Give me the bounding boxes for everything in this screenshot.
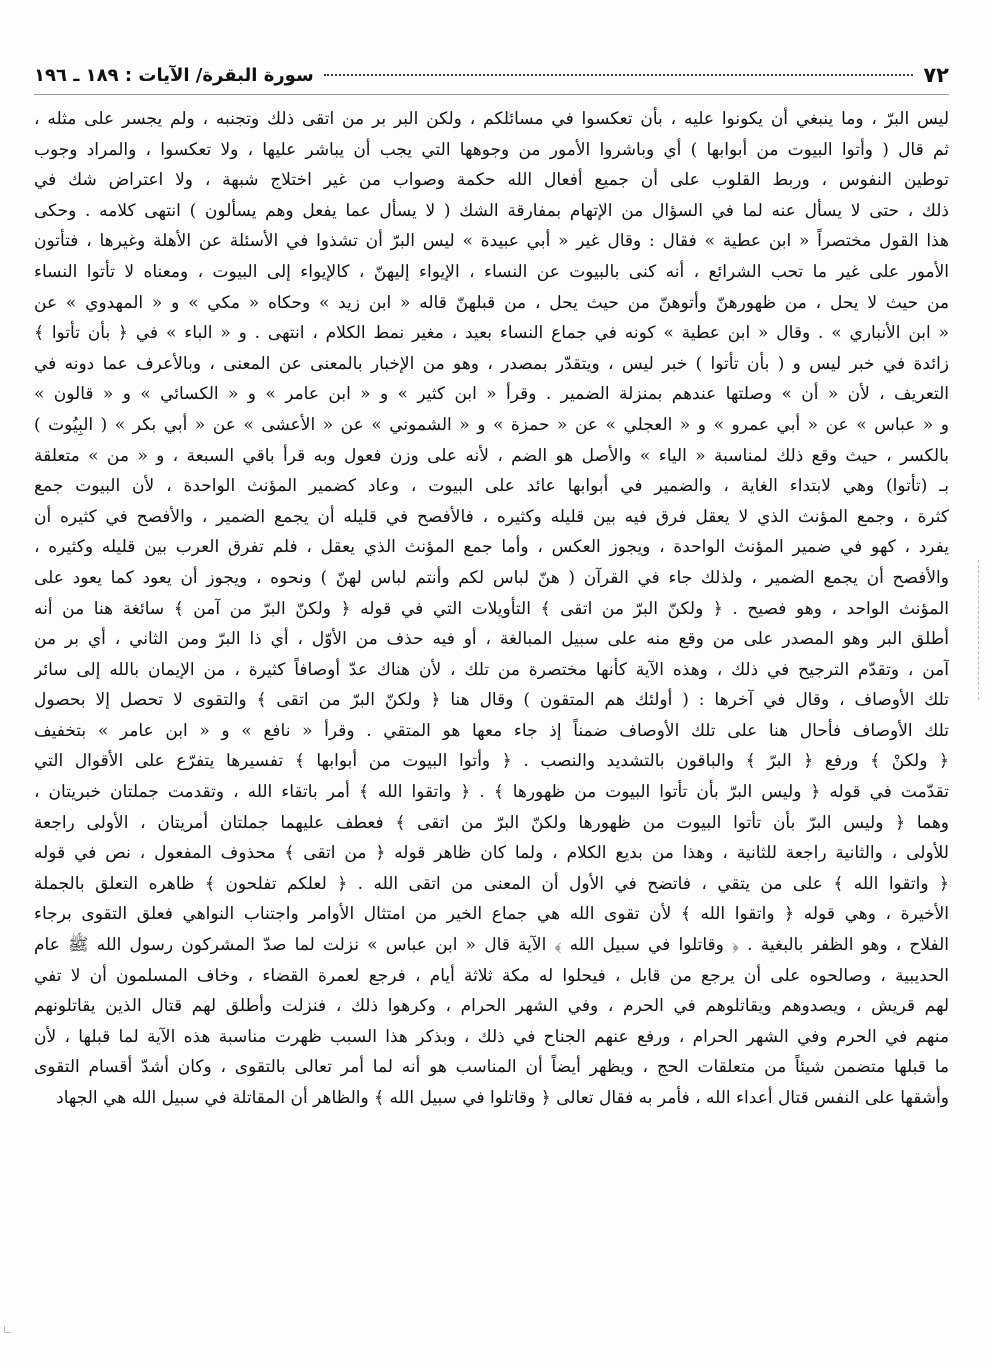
text-line: أطلق البر وهو المصدر على من وقع منه على سبيل المبالغة ، أو فيه حذف من الأوّل ، أي ذا البرّ ومن الثاني ، أي بر من bbox=[34, 629, 949, 650]
corner-scan-mark bbox=[4, 1326, 11, 1333]
text-line: ﴿ ولكنْ ﴾ ورفع ﴿ البرّ ﴾ والباقون بالتشديد والنصب . ﴿ وأتوا البيوت من أبوابها ﴾ تفسيرها يتفرّع على الأقوال التي bbox=[34, 751, 949, 772]
text-line: والأفصح أن يجمع الضمير ، ولذلك جاء في القرآن ( هنّ لباس لكم وأنتم لباس لهنّ ) ونحوه ، ويجوز أن يعود كما يعود على bbox=[34, 567, 949, 588]
text-line: للأولى ، والثانية راجعة للثانية ، وهذا من بديع الكلام ، ولما كان ظاهر قوله ﴿ من اتقى ﴾ محذوف المفعول ، نص في قوله bbox=[34, 843, 949, 864]
text-line: بـ (تأتوا) وهي لابتداء الغاية ، والضمير في أبوابها عائد على البيوت ، وعاد كضمير المؤنث الواحدة ، لأن البيوت جمع bbox=[34, 476, 949, 497]
text-line: ثم قال ( وأتوا البيوت من أبوابها ) أي وباشروا الأمور من وجوهها التي يجب أن يباشر عليها ، ولا تعكسوا ، والمراد وجوب bbox=[34, 139, 949, 160]
text-line: الفلاح ، وهو الظفر بالبغية . ﴿ وقاتلوا في سبيل الله ﴾ الآية قال « ابن عباس » نزلت لما صدّ المشركون رسول الله ﷺ عام bbox=[34, 935, 949, 956]
text-line: منهم في الحرم وفي الشهر الحرام ، ورفع عنهم الجناح في ذلك ، وبذكر هذا السبب ظهرت مناسبة هذه الآية لما قبلها ، لأن bbox=[34, 1026, 949, 1047]
body-text bbox=[34, 104, 949, 1114]
text-line: وأشقها على النفس قتال أعداء الله ، فأمر به فقال تعالى ﴿ وقاتلوا في سبيل الله ﴾ والظاهر أن المقاتلة في سبيل الله هي الجهاد bbox=[56, 1088, 949, 1108]
margin-scan-mark bbox=[976, 560, 979, 700]
text-line: ليس البرّ ، وما ينبغي أن يكونوا عليه ، بأن تعكسوا في مسائلكم ، ولكن البر بر من اتقى ذلك وتجنبه ، ولم يجسر على مثله ، bbox=[34, 109, 949, 129]
text-line: تلك الأوصاف ، وقال في آخرها : ( أولئك هم المتقون ) وقال هنا ﴿ ولكنّ البرّ من اتقى ﴾ والتقوى لا تحصل إلا بحصول bbox=[34, 690, 949, 711]
text-line: الأخيرة ، وهي قوله ﴿ واتقوا الله ﴾ لأن تقوى الله هي جماع الخير من امتثال الأوامر واجتناب النواهي فعلق التقوى برجاء bbox=[34, 904, 949, 925]
text-line: من حيث لا يحل ، من ظهورهنّ وأتوهنّ من حيث يحل ، من قبلهنّ قاله « ابن زيد » وحكاه « مكي » و « المهدوي » عن bbox=[34, 292, 949, 313]
text-line: هذا القول مختصراً « ابن عطية » فقال : وقال غير « أبي عبيدة » ليس البرّ أن تشذوا في الأسئلة عن الأهلة وغيرها ، فتأتون bbox=[34, 231, 949, 252]
text-line: الأمور على غير ما تحب الشرائع ، أنه كنى بالبيوت عن النساء ، الإيواء إليهنّ ، كالإيواء إلى البيوت ، ومعناه لا تأتوا النساء bbox=[34, 261, 949, 282]
text-line: يفرد ، كهو في ضمير المؤنث الواحدة ، ويجوز العكس ، وأما جمع المؤنث الذي يعقل ، فلم تفرق العرب بين قليله وكثيره ، bbox=[34, 537, 949, 558]
text-line: و « عباس » عن « أبي عمرو » و « العجلي » عن « حمزة » و « الشموني » عن « الأعشى » عن « أبي بكر » ( البِيُوت ) bbox=[34, 414, 949, 435]
text-line: تقدّمت في قوله ﴿ وليس البرّ بأن تأتوا البيوت من ظهورها ﴾ . ﴿ واتقوا الله ﴾ أمر باتقاء الله ، وتقدمت جملتان خبريتان ، bbox=[34, 782, 949, 803]
text-line: ذلك ، حتى لا يسأل عنه لما في السؤال من الإتهام بمفارقة الشك ( لا يسأل عما يفعل وهم يسألون ) انتهى كلامه . وحكى bbox=[34, 200, 949, 221]
text-line: الحديبية ، وصالحوه على أن يرجع من قابل ، فيحلوا له مكة ثلاثة أيام ، فرجع لعمرة القضاء ، وخاف المسلمون أن لا تفي bbox=[34, 965, 949, 986]
text-line: المؤنث الواحد ، وهو فصيح . ﴿ ولكنّ البرّ من اتقى ﴾ التأويلات التي في قوله ﴿ ولكنّ البرّ من آمن ﴾ سائغة هنا من أنه bbox=[34, 598, 949, 619]
page-number: ٧٢ bbox=[923, 63, 949, 87]
text-line: « ابن الأنباري » . وقال « ابن عطية » كونه في جماع النساء بعيد ، مغير نمط الكلام ، انتهى . و « الباء » في ﴿ بأن تأتوا ﴾ bbox=[34, 323, 949, 344]
text-line: زائدة في خبر ليس و ( بأن تأتوا ) خبر ليس ، ويتقدّر بمصدر ، وهو من الإخبار بالمعنى عن المعنى ، وبالأعرف عما دونه في bbox=[34, 353, 949, 374]
text-line: ﴿ واتقوا الله ﴾ على من يتقي ، فاتضح في الأول أن المعنى من اتقى الله . ﴿ لعلكم تفلحون ﴾ ظاهره التعلق بالجملة bbox=[34, 873, 949, 894]
page-header bbox=[34, 58, 949, 92]
header-rule bbox=[34, 94, 949, 95]
text-line: آمن ، وتقدّم الترجيح في ذلك ، وهذه الآية كأنها مختصرة من تلك ، لأن هناك عدّ أوصافاً كثيرة ، من الإيمان بالله إلى سائر bbox=[34, 659, 949, 680]
text-line: توطين النفوس ، وربط القلوب على أن جميع أفعال الله حكمة وصواب من غير اختلاج شبهة ، ولا اعتراض شك في bbox=[34, 170, 949, 191]
text-line: كثرة ، وجمع المؤنث الذي لا يعقل فرق فيه بين قليله وكثيره ، فالأفصح في قليله أن يجمع الضمير ، والأفصح في كثيره أن bbox=[34, 506, 949, 527]
text-line: ما قبلها متضمن شيئاً من متعلقات الحج ، ويظهر أيضاً أن المناسب هو أنه لما أمر تعالى بالتقوى ، وكان أشدّ أقسام التقوى bbox=[34, 1057, 949, 1078]
text-line: بالكسر ، حيث وقع ذلك لمناسبة « الياء » والأصل هو الضم ، لأنه على وزن فعول وبه قرأ باقي السبعة ، و « من » متعلقة bbox=[34, 445, 949, 466]
header-dotted-leader bbox=[324, 74, 914, 76]
text-line: تلك الأوصاف فأحال هنا على تلك الأوصاف ضمناً إذ جاء معها هو المتقي . وقرأ « نافع » و « ابن عامر » بتخفيف bbox=[34, 720, 949, 741]
running-title: سورة البقرة/ الآيات : ١٨٩ ـ ١٩٦ bbox=[34, 64, 314, 86]
text-line: لهم قريش ، ويصدوهم ويقاتلوهم في الحرم ، وفي الشهر الحرام ، وكرهوا ذلك ، فنزلت وأطلق لهم قتال الذين يقاتلونهم bbox=[34, 996, 949, 1017]
text-line: وهما ﴿ وليس البرّ بأن تأتوا البيوت من ظهورها ولكنّ البرّ من اتقى ﴾ فعطف عليهما جملتان أمريتان ، الأولى راجعة bbox=[34, 812, 949, 833]
text-line: التعريف ، لأن « أن » وصلتها عندهم بمنزلة الضمير . وقرأ « ابن كثير » و « ابن عامر » و « الكسائي » و « قالون » bbox=[34, 384, 949, 405]
